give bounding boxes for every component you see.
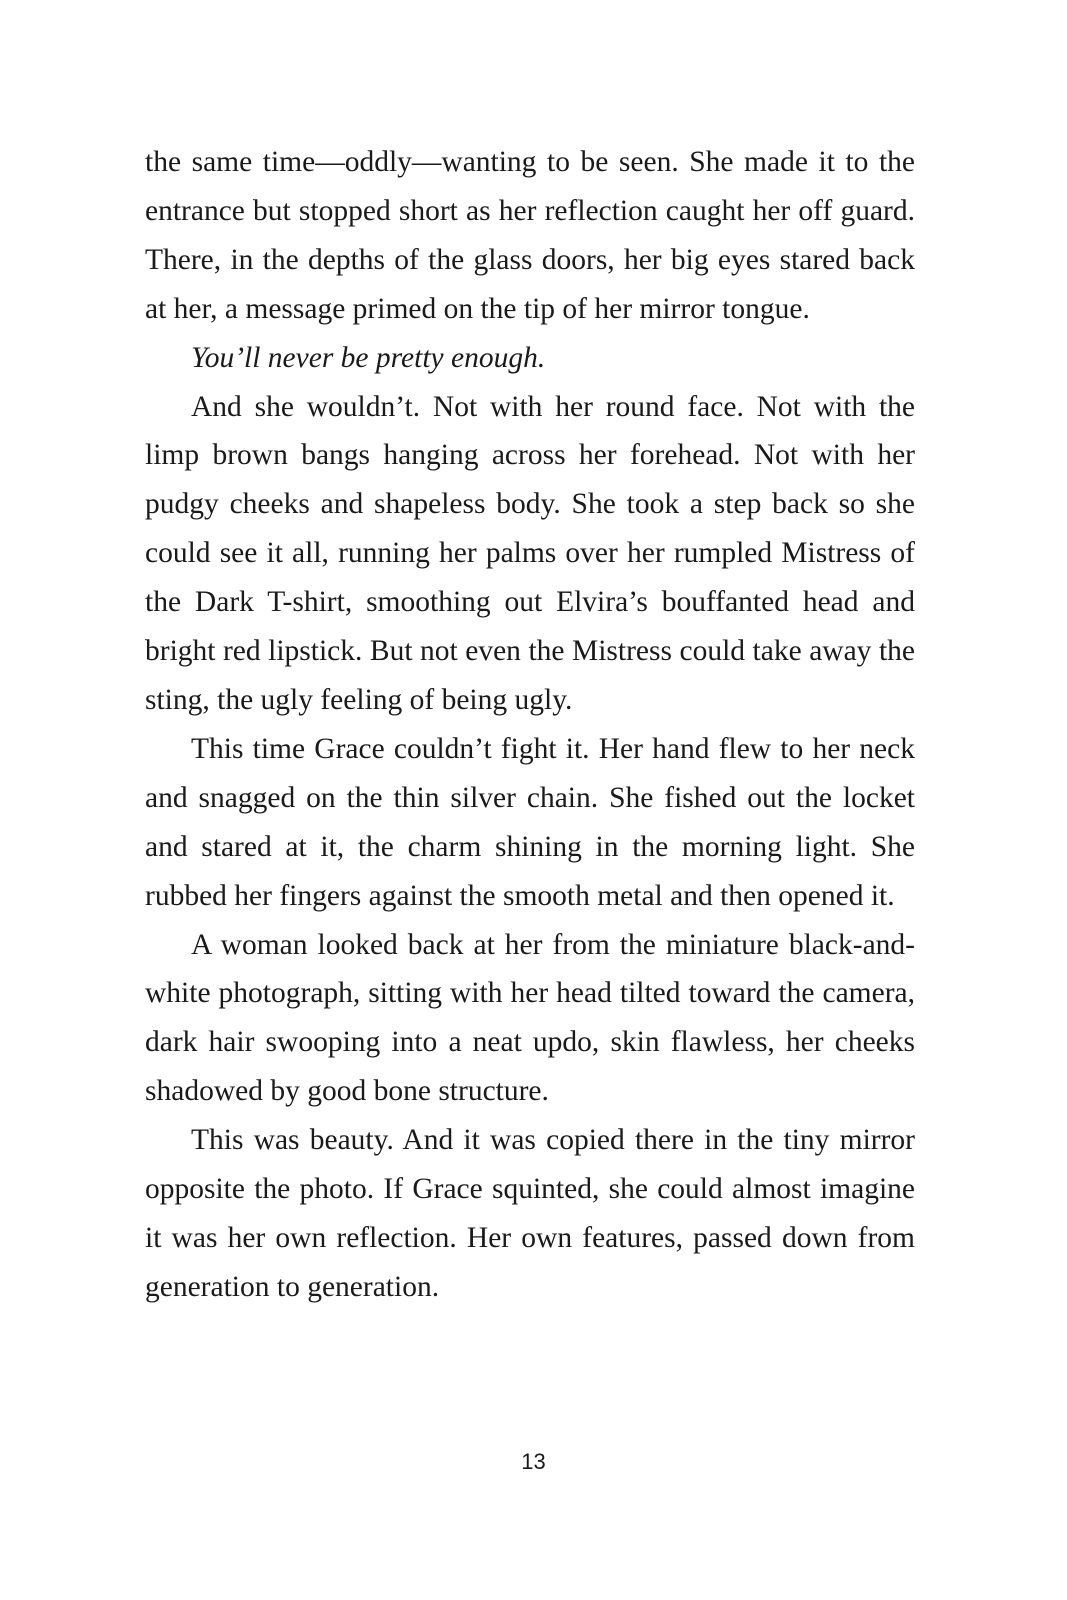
paragraph-4: This time Grace couldn’t fight it. Her hand flew to her neck and snagged on the thin silver chain. She fished out the locket and stared at it, the charm shining in the morning light. She rubbed her fingers against the smooth metal and then opened it. [145,732,915,912]
paragraph-6: This was beauty. And it was copied there in the tiny mirror opposite the photo. If Grace squinted, she could almost imagine it was her own reflection. Her own features, passed down from generation to generation. [145,1124,915,1303]
paragraph-2-italic-thought: You’ll never be pretty enough. [191,341,546,374]
paragraph-3: And she wouldn’t. Not with her round face. Not with the limp brown bangs hanging across her forehead. Not with her pudgy cheeks and shapeless body. She took a step back so she could see it all, running her palms over her rumpled Mistress of the Dark T-shirt, smoothing out Elvira’s bouffanted head and bright red lipstick. But not even the Mistress could take away the sting, the ugly feeling of being ugly. [145,390,915,716]
paragraph-5: A woman looked back at her from the miniature black-and-white photograph, sitting with her head tilted toward the camera, dark hair swooping into a neat updo, skin flawless, her cheeks shadowed by good bone structure. [145,928,915,1108]
page-number: 13 [521,1449,546,1474]
paragraph-1: the same time—oddly—wanting to be seen. She made it to the entrance but stopped short as her reflection caught her off guard. There, in the depths of the glass doors, her big eyes stared back at her, a message primed on the tip of her mirror tongue. [145,146,915,325]
body-text [145,138,915,1312]
